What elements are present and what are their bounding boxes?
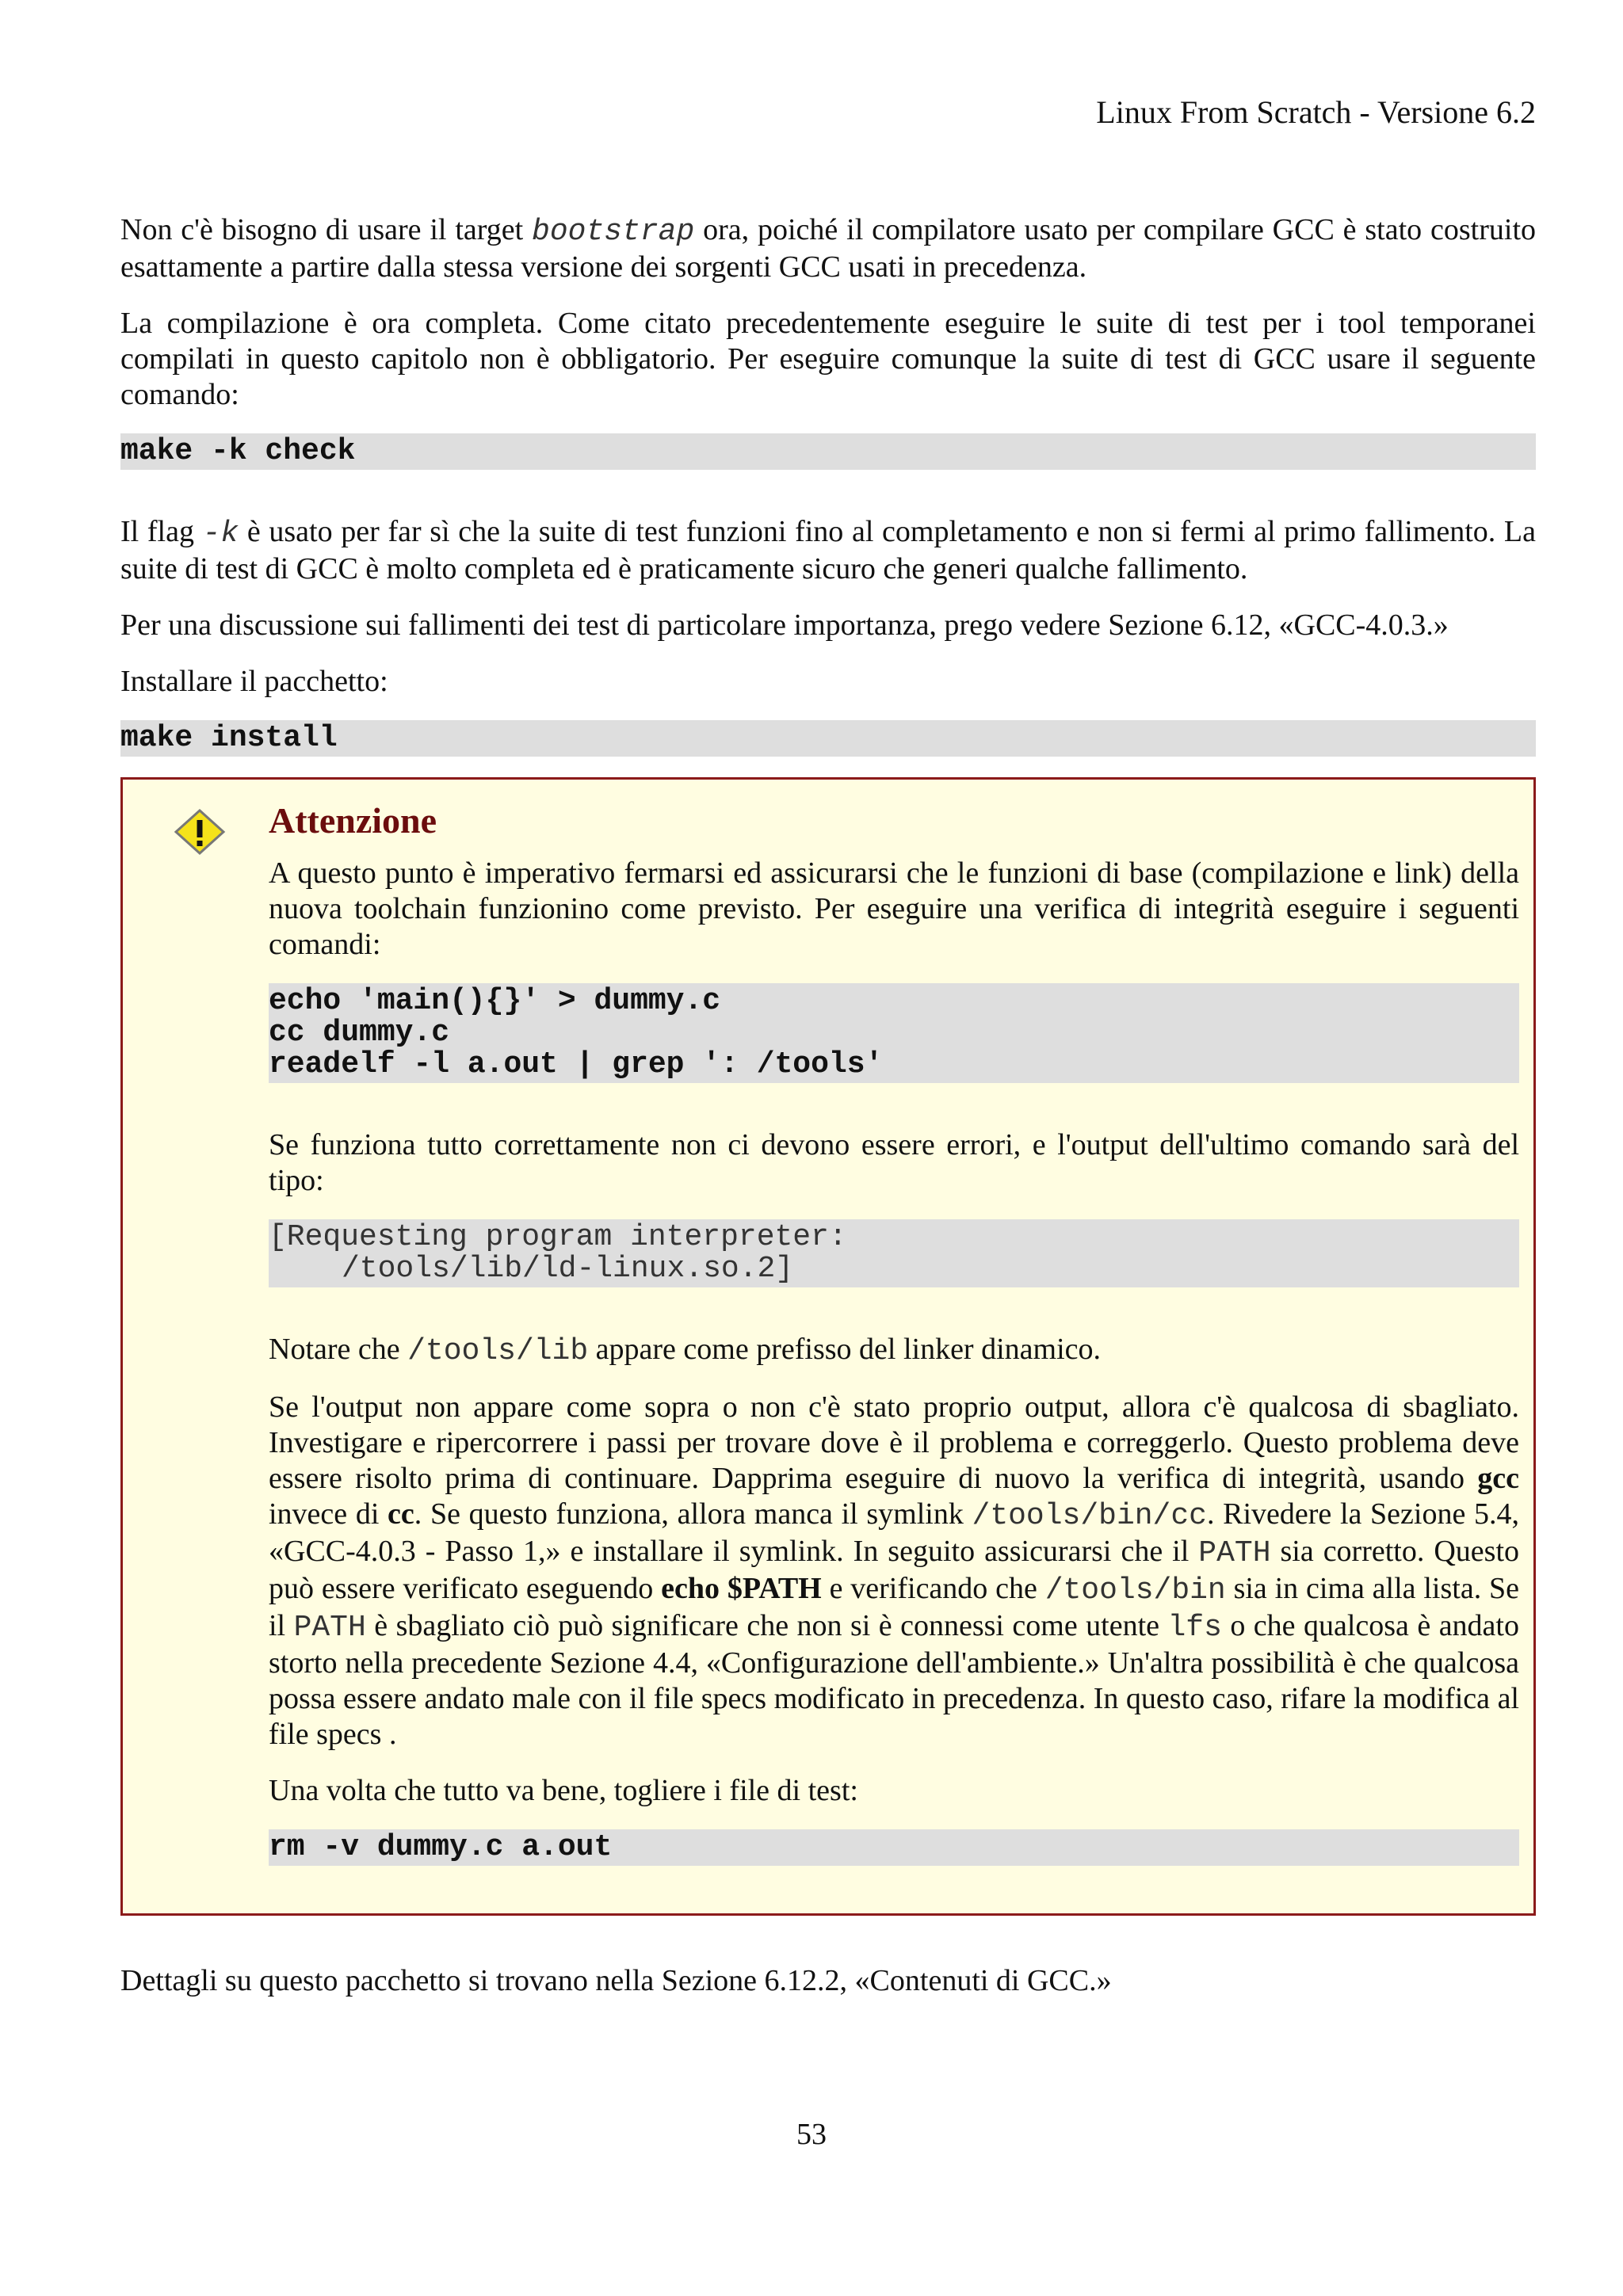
warning-icon — [174, 808, 226, 856]
warning-note — [269, 1332, 1519, 1369]
inline-code: PATH — [293, 1611, 366, 1645]
paragraph-compilation: La compilazione è ora completa. Come citato precedentemente eseguire le suite di test per i tool temporanei compilati in questo capitolo non è obbligatorio. Per eseguire comunque la suite di test di GCC usare il seguente comando: — [120, 307, 1536, 411]
output-line: /tools/lib/ld-linux.so.2] — [342, 1252, 794, 1286]
paragraph-install: Installare il pacchetto: — [120, 665, 388, 698]
paragraph-flag — [120, 514, 1536, 587]
output-line: [Requesting program interpreter: — [269, 1220, 847, 1254]
paragraph-details: Dettagli su questo pacchetto si trovano nella Sezione 6.12.2, «Contenuti di GCC.» — [120, 1964, 1112, 1997]
text: è usato per far sì che la suite di test funzioni fino al completamento e non si fermi al primo fallimento. La suite di test di GCC è molto completa ed è praticamente sicuro che generi qualche fallimento. — [120, 515, 1536, 585]
command-block: rm -v dummy.c a.out — [269, 1829, 1519, 1866]
command-line: cc dummy.c — [269, 1016, 450, 1050]
warning-box — [120, 777, 1536, 1916]
text: o che qualcosa è andato storto nella precedente Sezione 4.4, «Configurazione dell'ambiente.» Un'altra possibilità è che qualcosa possa essere andato male con il file specs modificato in precedenza. In questo caso, rifare la modifica al file specs . — [269, 1609, 1519, 1751]
text: sia corretto. Questo può essere verificato eseguendo — [269, 1535, 1519, 1605]
command-line: echo 'main(){}' > dummy.c — [269, 984, 721, 1018]
inline-code: /tools/lib — [407, 1334, 589, 1368]
text: e verificando che — [821, 1572, 1045, 1605]
warning-cleanup: Una volta che tutto va bene, togliere i file di test: — [269, 1774, 858, 1807]
inline-code: lfs — [1167, 1611, 1222, 1645]
warning-title: Attenzione — [269, 800, 437, 841]
command-name: echo $PATH — [661, 1572, 822, 1605]
inline-code: PATH — [1198, 1536, 1271, 1570]
text: ora, poiché il compilatore usato per compilare GCC è stato costruito esattamente a partire dalla stessa versione dei sorgenti GCC usati in precedenza. — [120, 213, 1536, 284]
text: Notare che — [269, 1333, 408, 1366]
command-block: make -k check — [120, 433, 1536, 470]
command-line: readelf -l a.out | grep ': /tools' — [269, 1047, 884, 1081]
page-number: 53 — [796, 2118, 827, 2151]
paragraph-discussion: Per una discussione sui fallimenti dei test di particolare importanza, prego vedere Sezione 6.12, «GCC-4.0.3.» — [120, 608, 1449, 642]
text: appare come prefisso del linker dinamico. — [588, 1333, 1101, 1366]
inline-code: /tools/bin/cc — [972, 1499, 1207, 1533]
text: invece di — [269, 1497, 388, 1531]
text: Non c'è bisogno di usare il target — [120, 213, 533, 246]
text: sia in cima alla lista. Se il — [269, 1572, 1520, 1642]
command-name: cc — [388, 1497, 414, 1531]
text: è sbagliato ciò può significare che non si è connessi come utente — [365, 1609, 1168, 1642]
text: Il flag — [120, 515, 203, 548]
text: . Rivedere la Sezione 5.4, «GCC-4.0.3 - Passo 1,» e installare il symlink. In seguito assicurarsi che il — [269, 1497, 1520, 1568]
inline-code: /tools/bin — [1044, 1573, 1226, 1608]
command-block — [269, 983, 1519, 1083]
warning-expect: Se funziona tutto correttamente non ci devono essere errori, e l'output dell'ultimo comando sarà del tipo: — [269, 1128, 1519, 1197]
paragraph-bootstrap — [120, 212, 1536, 285]
command-block: make install — [120, 720, 1536, 757]
main-content — [120, 212, 1536, 2019]
output-block — [269, 1219, 1519, 1287]
inline-code: bootstrap — [532, 215, 695, 249]
text: . Se questo funziona, allora manca il symlink — [414, 1497, 972, 1531]
warning-troubleshooting — [269, 1390, 1519, 1753]
command-name: gcc — [1477, 1462, 1519, 1495]
warning-intro: A questo punto è imperativo fermarsi ed assicurarsi che le funzioni di base (compilazione e link) della nuova toolchain funzionino come previsto. Per eseguire una verifica di integrità eseguire i seguenti comandi: — [269, 856, 1519, 961]
running-header: Linux From Scratch - Versione 6.2 — [1096, 94, 1536, 130]
text: Se l'output non appare come sopra o non c'è stato proprio output, allora c'è qualcosa di sbagliato. Investigare e ripercorrere i passi per trovare dove è il problema e correggerlo. Questo problema deve essere risolto prima di continuare. Dapprima eseguire di nuovo la verifica di integrità, usando — [269, 1390, 1519, 1495]
inline-code: -k — [202, 517, 239, 551]
